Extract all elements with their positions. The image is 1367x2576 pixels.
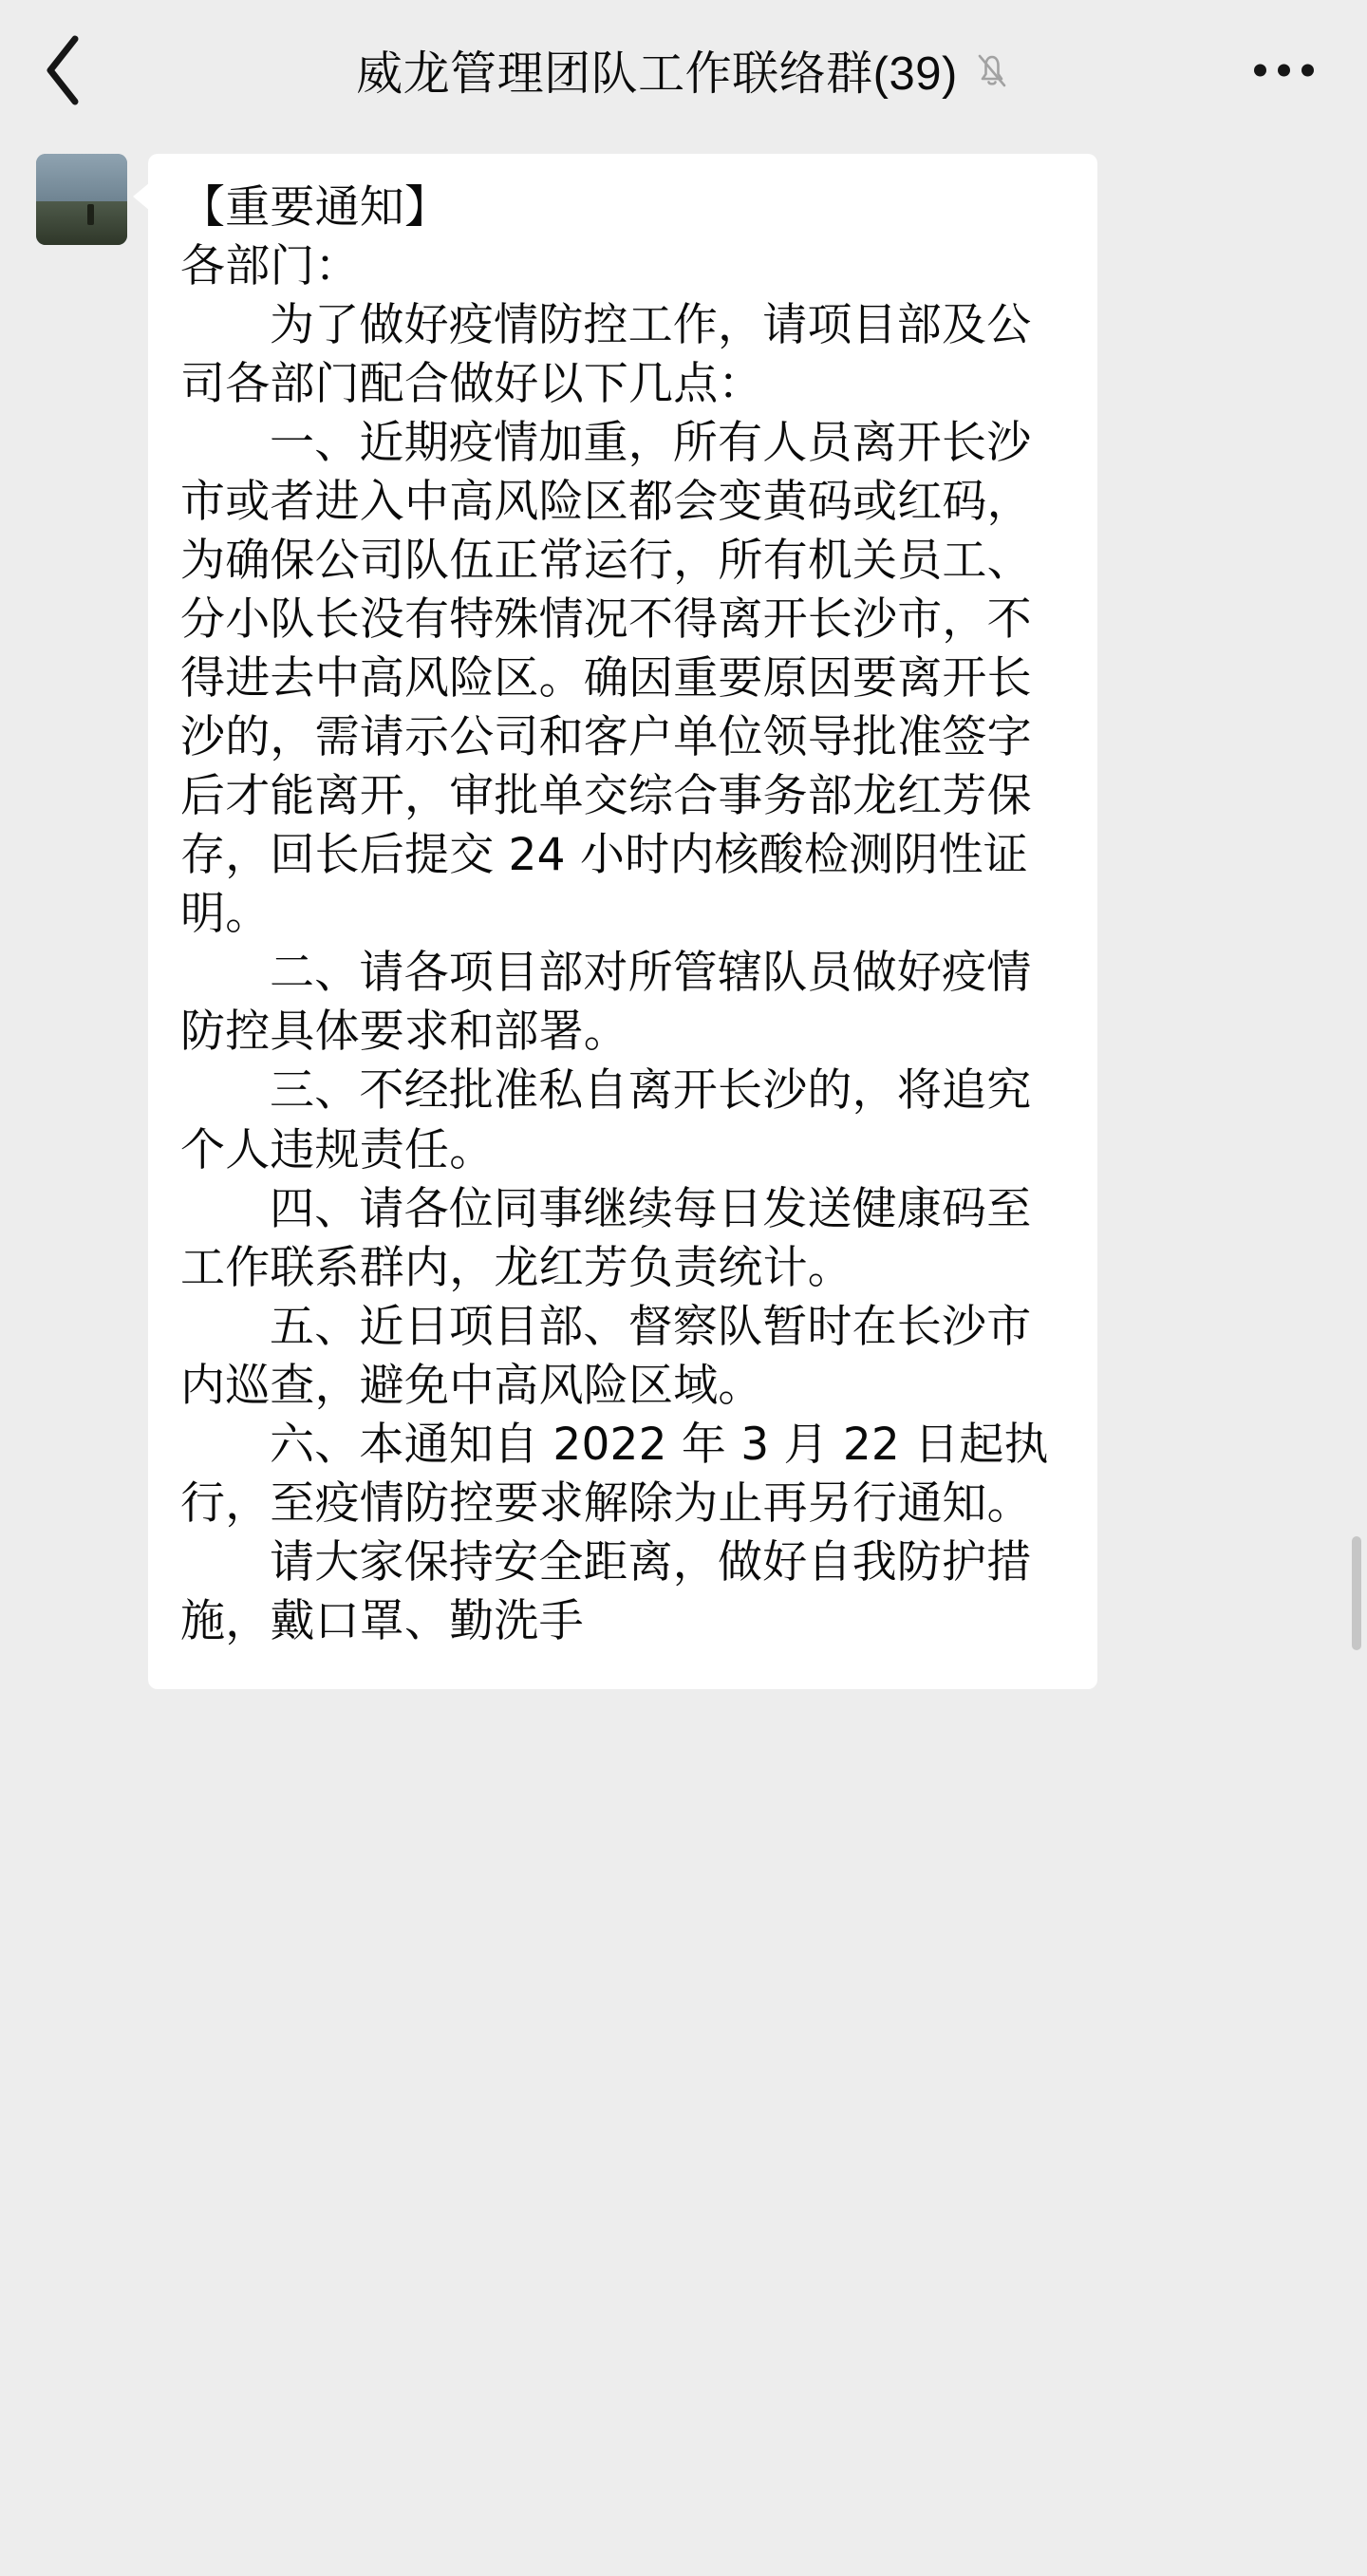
more-horizontal-icon xyxy=(1301,65,1314,77)
message-bubble[interactable] xyxy=(148,154,1097,1689)
back-button[interactable] xyxy=(38,36,91,104)
message-paragraph: 一、近期疫情加重，所有人员离开长沙市或者进入中高风险区都会变黄码或红码，为确保公司队伍正常运行，所有机关员工、分小队长没有特殊情况不得离开长沙市，不得进去中高风险区。确因重要原因要离开长沙的，需请示公司和客户单位领导批准签字后才能离开，审批单交综合事务部龙红芳保存，回长后提交 24 小时内核酸检测阴性证明。 xyxy=(180,417,1032,941)
chat-header xyxy=(0,0,1367,141)
more-horizontal-icon xyxy=(1278,65,1290,77)
avatar-figure xyxy=(87,204,94,225)
more-horizontal-icon xyxy=(1254,65,1266,77)
chat-message-list[interactable] xyxy=(0,141,1367,2576)
more-options-button[interactable] xyxy=(1254,65,1314,77)
message-paragraph: 为了做好疫情防控工作，请项目部及公司各部门配合做好以下几点： xyxy=(180,299,1032,411)
bell-muted-icon xyxy=(973,48,1011,92)
message-paragraph: 三、不经批准私自离开长沙的，将追究个人违规责任。 xyxy=(180,1064,1032,1176)
message-paragraph: 各部门： xyxy=(180,240,360,293)
message-paragraph: 二、请各项目部对所管辖队员做好疫情防控具体要求和部署。 xyxy=(180,947,1032,1059)
chevron-left-icon xyxy=(43,33,86,107)
message-bubble-wrapper xyxy=(148,154,1097,1689)
page-title: 威龙管理团队工作联络群(39) xyxy=(356,48,958,100)
chat-title-group[interactable] xyxy=(356,37,1011,103)
bubble-tail xyxy=(133,182,150,211)
avatar-sky xyxy=(36,154,127,201)
avatar-ground xyxy=(36,201,127,245)
message-paragraph: 六、本通知自 2022 年 3 月 22 日起执行，至疫情防控要求解除为止再另行通知。 xyxy=(180,1418,1049,1530)
message-row xyxy=(0,141,1367,1689)
message-paragraph: 【重要通知】 xyxy=(180,181,450,234)
vertical-scrollbar[interactable] xyxy=(1352,1536,1361,1650)
message-paragraph: 请大家保持安全距离，做好自我防护措施，戴口罩、勤洗手 xyxy=(180,1535,1032,1647)
avatar[interactable] xyxy=(36,154,127,245)
message-paragraph: 四、请各位同事继续每日发送健康码至工作联系群内，龙红芳负责统计。 xyxy=(180,1182,1032,1294)
message-paragraph: 五、近日项目部、督察队暂时在长沙市内巡查，避免中高风险区域。 xyxy=(180,1300,1032,1412)
